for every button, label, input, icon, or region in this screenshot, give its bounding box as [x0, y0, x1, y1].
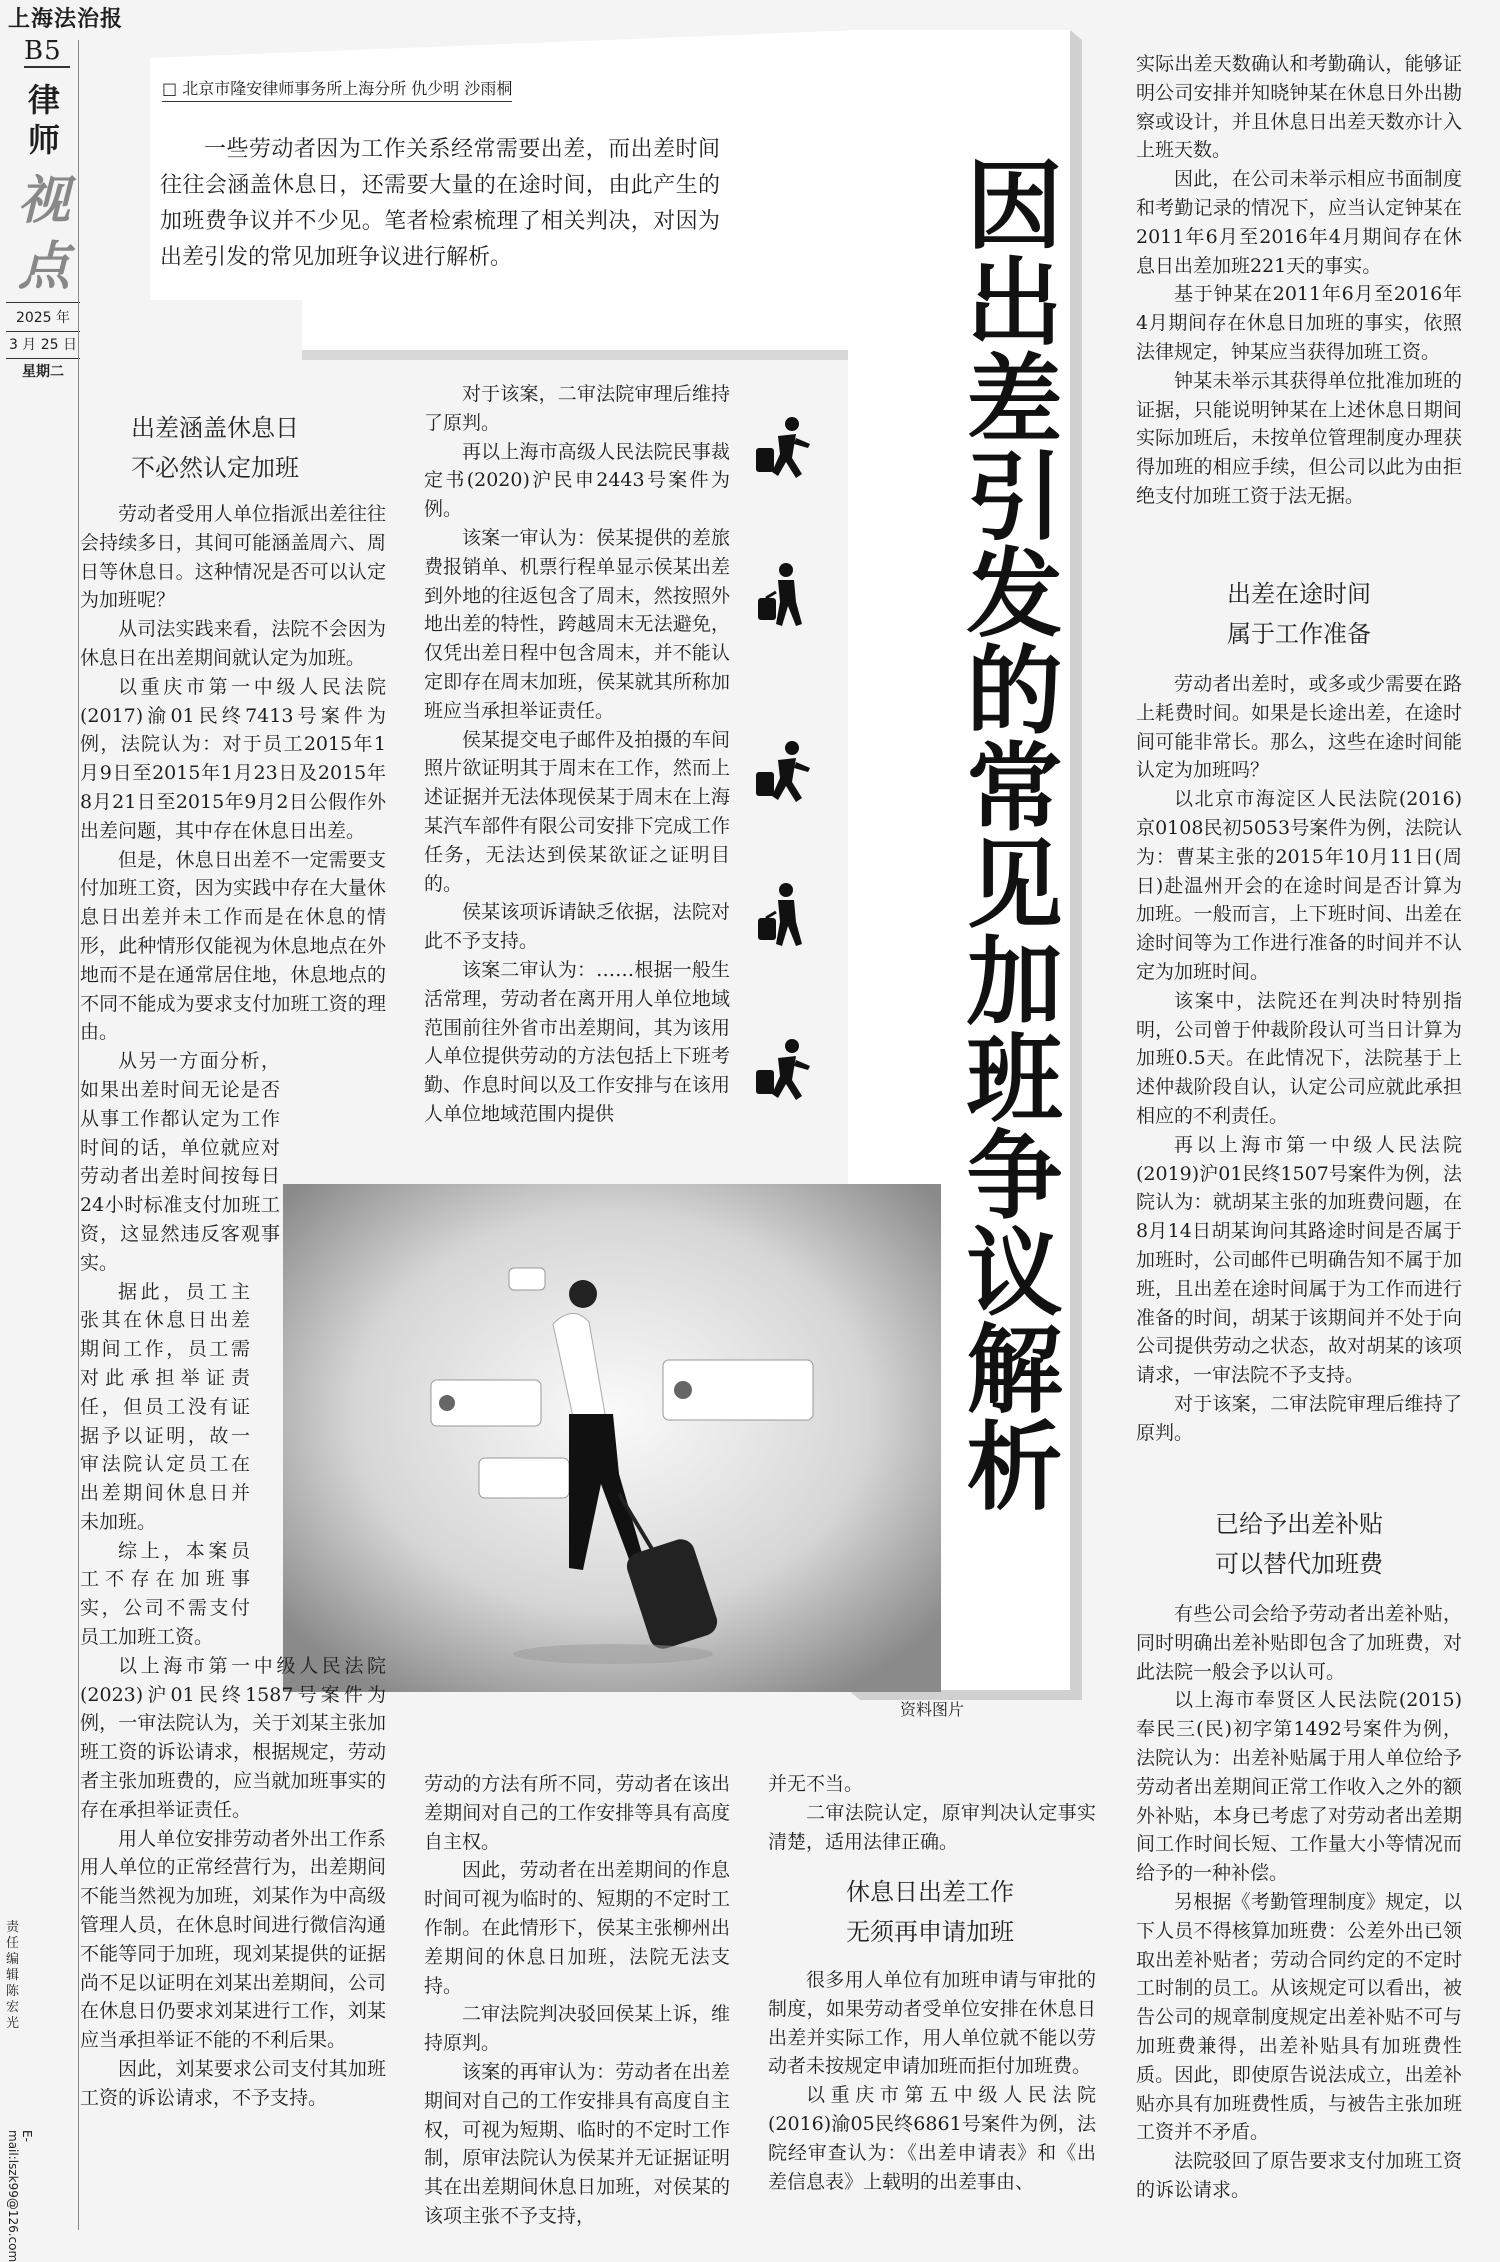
paragraph: 侯某该项诉请缺乏依据，法院对此不予支持。 — [424, 901, 730, 953]
paragraph: 以重庆市第一中级人民法院(2017)渝01民终7413号案件为例，法院认为：对于员工2015年1月9日至2015年1月23日及2015年8月21日至2015年9月2日公假作外出差问题，其中存在休息日出差。 — [80, 675, 386, 842]
paragraph: 劳动者受用人单位指派出差往往会持续多日，其间可能涵盖周六、周日等休息日。这种情况是否可以认定为加班呢？ — [80, 503, 386, 612]
paragraph: 因此，在公司未举示相应书面制度和考勤记录的情况下，应当认定钟某在2011年6月至2016年4月期间存在休息日出差加班221天的事实。 — [1136, 168, 1462, 277]
editor-label: 责任编辑 陈宏光 — [6, 1920, 20, 2031]
walking-traveler-icon — [752, 560, 816, 634]
paragraph: 以北京市海淀区人民法院(2016)京0108民初5053号案件为例，法院认为：曹某主张的2015年10月11日(周日)赴温州开会的在途时间是否计算为加班。一般而言，上下班时间、出差在途时间等为工作进行准备的时间并不认定为加班时间。 — [1136, 788, 1462, 983]
paragraph: 有些公司会给予劳动者出差补贴，同时明确出差补贴即包含了加班费，对此法院一般会予以认可。 — [1136, 1603, 1462, 1683]
subhead-line: 已给予出差补贴 — [1215, 1510, 1383, 1538]
subhead-line: 出差在途时间 — [1227, 580, 1371, 608]
date-year: 2025 年 — [15, 310, 71, 326]
column-4-mid — [1136, 670, 1462, 1448]
subhead-travel-time — [1136, 574, 1462, 654]
paragraph: 实际出差天数确认和考勤确认，能够证明公司安排并知晓钟某在休息日外出勘察或设计，并且休息日出差天数亦计入上班天数。 — [1136, 53, 1462, 162]
column-1 — [80, 500, 386, 2113]
paragraph: 再以上海市高级人民法院民事裁定书(2020)沪民申2443号案件为例。 — [424, 440, 730, 521]
paragraph: 该案中，法院还在判决时特别指明，公司曾于仲裁阶段认可当日计算为加班0.5天。在此情况下，法院基于上述仲裁阶段自认，认定公司应就此承担相应的不利责任。 — [1136, 989, 1462, 1127]
paragraph: 从另一方面分析，如果出差时间无论是否从事工作都认定为工作时间的话，单位就应对劳动者出差时间按每日24小时标准支付加班工资，这显然违反客观事实。 — [80, 1050, 280, 1274]
paragraph: 劳动者出差时，或多或少需要在路上耗费时间。如果是长途出差，在途时间可能非常长。那么，这些在途时间能认定为加班吗？ — [1136, 673, 1462, 782]
paragraph: 以重庆市第五中级人民法院(2016)渝05民终6861号案件为例，法院经审查认为：《出差申请表》和《出差信息表》上载明的出差事由、 — [768, 2084, 1096, 2193]
paragraph: 因此，刘某要求公司支付其加班工资的诉讼请求，不予支持。 — [80, 2058, 386, 2109]
weekday: 星期二 — [6, 358, 80, 381]
subhead-line: 可以替代加班费 — [1215, 1550, 1383, 1578]
paragraph: 另根据《考勤管理制度》规定，以下人员不得核算加班费：公差外出已领取出差补贴者；劳动合同约定的不定时工时制的员工。从该规定可以看出，被告公司的规章制度规定出差补贴不可与加班费兼得，出差补贴具有加班费性质。因此，即使原告说法成立，出差补贴亦具有加班费性质，与被告主张加班工资并不矛盾。 — [1136, 1890, 1462, 2144]
paragraph: 据此，员工主张其在休息日出差期间工作，员工需对此承担举证责任，但员工没有证据予以证明，故一审法院认定员工在出差期间休息日并未加班。 — [80, 1280, 250, 1533]
subhead-line: 属于工作准备 — [1227, 620, 1371, 648]
section-title: 律师 — [27, 81, 60, 159]
running-traveler-icon — [752, 738, 816, 812]
paragraph: 但是，休息日出差不一定需要支付加班工资，因为实践中存在大量休息日出差并未工作而是在休息的情形，此种情形仅能视为休息地点在外地而不是在通常居住地，休息地点的不同不能成为要求支付加班工资的理由。 — [80, 848, 386, 1044]
column-2-bottom — [424, 1770, 730, 2231]
walking-traveler-icon — [752, 880, 816, 954]
paragraph: 二审法院判决驳回侯某上诉，维持原判。 — [424, 2003, 730, 2055]
subhead-line: 不必然认定加班 — [131, 454, 299, 482]
paragraph: 再以上海市第一中级人民法院(2019)沪01民终1507号案件为例，法院认为：就胡某主张的加班费问题，在8月14日胡某询问其路途时间是否属于加班时，公司邮件已明确告知不属于加班，且出差在途时间属于为工作而进行准备的时间，胡某于该期间并不处于向公司提供劳动之状态，故对胡某的该项请求，一审法院不予支持。 — [1136, 1133, 1462, 1387]
column-4-bottom — [1136, 1600, 1462, 2205]
column-4-top — [1136, 50, 1462, 511]
paragraph: 二审法院认定，原审判决认定事实清楚，适用法律正确。 — [768, 1801, 1096, 1853]
paragraph: 从司法实践来看，法院不会因为休息日在出差期间就认定为加班。 — [80, 618, 386, 669]
paragraph: 很多用人单位有加班申请与审批的制度，如果劳动者受单位安排在休息日出差并实际工作，用人单位就不能以劳动者未按规定申请加班而拒付加班费。 — [768, 1969, 1096, 2078]
running-traveler-icon — [752, 414, 816, 488]
paragraph: 侯某提交电子邮件及拍摄的车间照片欲证明其于周末在工作，然而上述证据并无法体现侯某于周末在上海某汽车部件有限公司安排下完成工作任务，无法达到侯某欲证之证明目的。 — [424, 728, 730, 895]
subhead-line: 无须再申请加班 — [846, 1918, 1014, 1946]
paragraph: 钟某未举示其获得单位批准加班的证据，只能说明钟某在上述休息日期间实际加班后，未按单位管理制度办理获得加班的相应手续，但公司以此为由拒绝支付加班工资于法无据。 — [1136, 369, 1462, 507]
subhead-no-apply — [770, 1872, 1090, 1952]
photo-credit: 资料图片 — [900, 1700, 965, 1719]
newspaper-brand: 上海法治报 — [8, 6, 124, 32]
subhead-rest-day — [100, 408, 330, 488]
paragraph: 法院驳回了原告要求支付加班工资的诉讼请求。 — [1136, 2150, 1462, 2201]
paragraph: 基于钟某在2011年6月至2016年4月期间存在休息日加班的事实，依照法律规定，钟某应当获得加班工资。 — [1136, 283, 1462, 363]
subhead-line: 休息日出差工作 — [846, 1878, 1014, 1906]
paragraph: 用人单位安排劳动者外出工作系用人单位的正常经营行为，出差期间不能当然视为加班，刘某作为中高级管理人员，在休息时间进行微信沟通不能等同于加班，现刘某提供的证据尚不足以证明在刘某出差期间，公司在休息日仍要求刘某进行工作，刘某应当承担举证不能的不利后果。 — [80, 1827, 386, 2052]
paragraph: 并无不当。 — [768, 1773, 864, 1795]
paragraph: 以上海市第一中级人民法院(2023)沪01民终1587号案件为例，一审法院认为，关于刘某主张加班工资的诉讼请求，根据规定，劳动者主张加班费的，应当就加班事实的存在承担举证责任。 — [80, 1654, 386, 1821]
section-subtitle: 视点 — [17, 170, 70, 297]
paragraph: 劳动的方法有所不同，劳动者在该出差期间对自己的工作安排等具有高度自主权。 — [424, 1773, 730, 1853]
paragraph: 该案二审认为：……根据一般生活常理，劳动者在离开用人单位地域范围前往外省市出差期间，其为该用人单位提供劳动的方法包括上下班考勤、作息时间以及工作安排与在该用人单位地域范围内提供 — [424, 958, 730, 1125]
subhead-allowance — [1136, 1504, 1462, 1584]
byline: □ 北京市隆安律师事务所上海分所 仇少明 沙雨桐 — [162, 76, 512, 102]
editor-email: E-mail:lszk99@126.com — [6, 2130, 34, 2262]
paragraph: 该案一审认为：侯某提供的差旅费报销单、机票行程单显示侯某出差到外地的往返包含了周末，然按照外地出差的特性，跨越周末无法避免，仅凭出差日程中包含周末，并不能认定即存在周末加班，侯某就其所称加班应当承担举证责任。 — [424, 526, 730, 722]
page-code: B5 — [24, 36, 70, 68]
subhead-line: 出差涵盖休息日 — [131, 414, 299, 442]
paragraph: 对于该案，二审法院审理后维持了原判。 — [1136, 1392, 1462, 1444]
paragraph: 以上海市奉贤区人民法院(2015)奉民三(民)初字第1492号案件为例，法院认为：出差补贴属于用人单位给予劳动者出差期间正常工作收入之外的额外补贴，本身已考虑了对劳动者出差期间工作时间长短、工作量大小等情况而给予的一种补偿。 — [1136, 1689, 1462, 1885]
paragraph: 因此，劳动者在出差期间的作息时间可视为临时的、短期的不定时工作制。在此情形下，侯某主张柳州出差期间的休息日加班，法院无法支持。 — [424, 1859, 730, 1997]
lead-paragraph: 一些劳动者因为工作关系经常需要出差，而出差时间往往会涵盖休息日，还需要大量的在途时间，由此产生的加班费争议并不少见。笔者检索梳理了相关判决，对因为出差引发的常见加班争议进行解析。 — [160, 137, 720, 270]
running-traveler-icon — [752, 1036, 816, 1110]
date-day: 3 月 25 日 — [6, 331, 80, 354]
paragraph: 该案的再审认为：劳动者在出差期间对自己的工作安排具有高度自主权，可视为短期、临时的不定时工作制，原审法院认为侯某并无证据证明其在出差期间休息日加班，对侯某的该项主张不予支持， — [424, 2060, 730, 2227]
paragraph: 对于该案，二审法院审理后维持了原判。 — [424, 383, 730, 434]
column-3-bottom-a — [768, 1770, 1096, 1856]
column-3-bottom-b — [768, 1966, 1096, 2196]
column-2-top — [424, 380, 730, 1160]
headline: 因出差引发的常见加班争议解析 — [951, 155, 1063, 1513]
paragraph: 综上，本案员工不存在加班事实，公司不需支付员工加班工资。 — [80, 1539, 250, 1649]
